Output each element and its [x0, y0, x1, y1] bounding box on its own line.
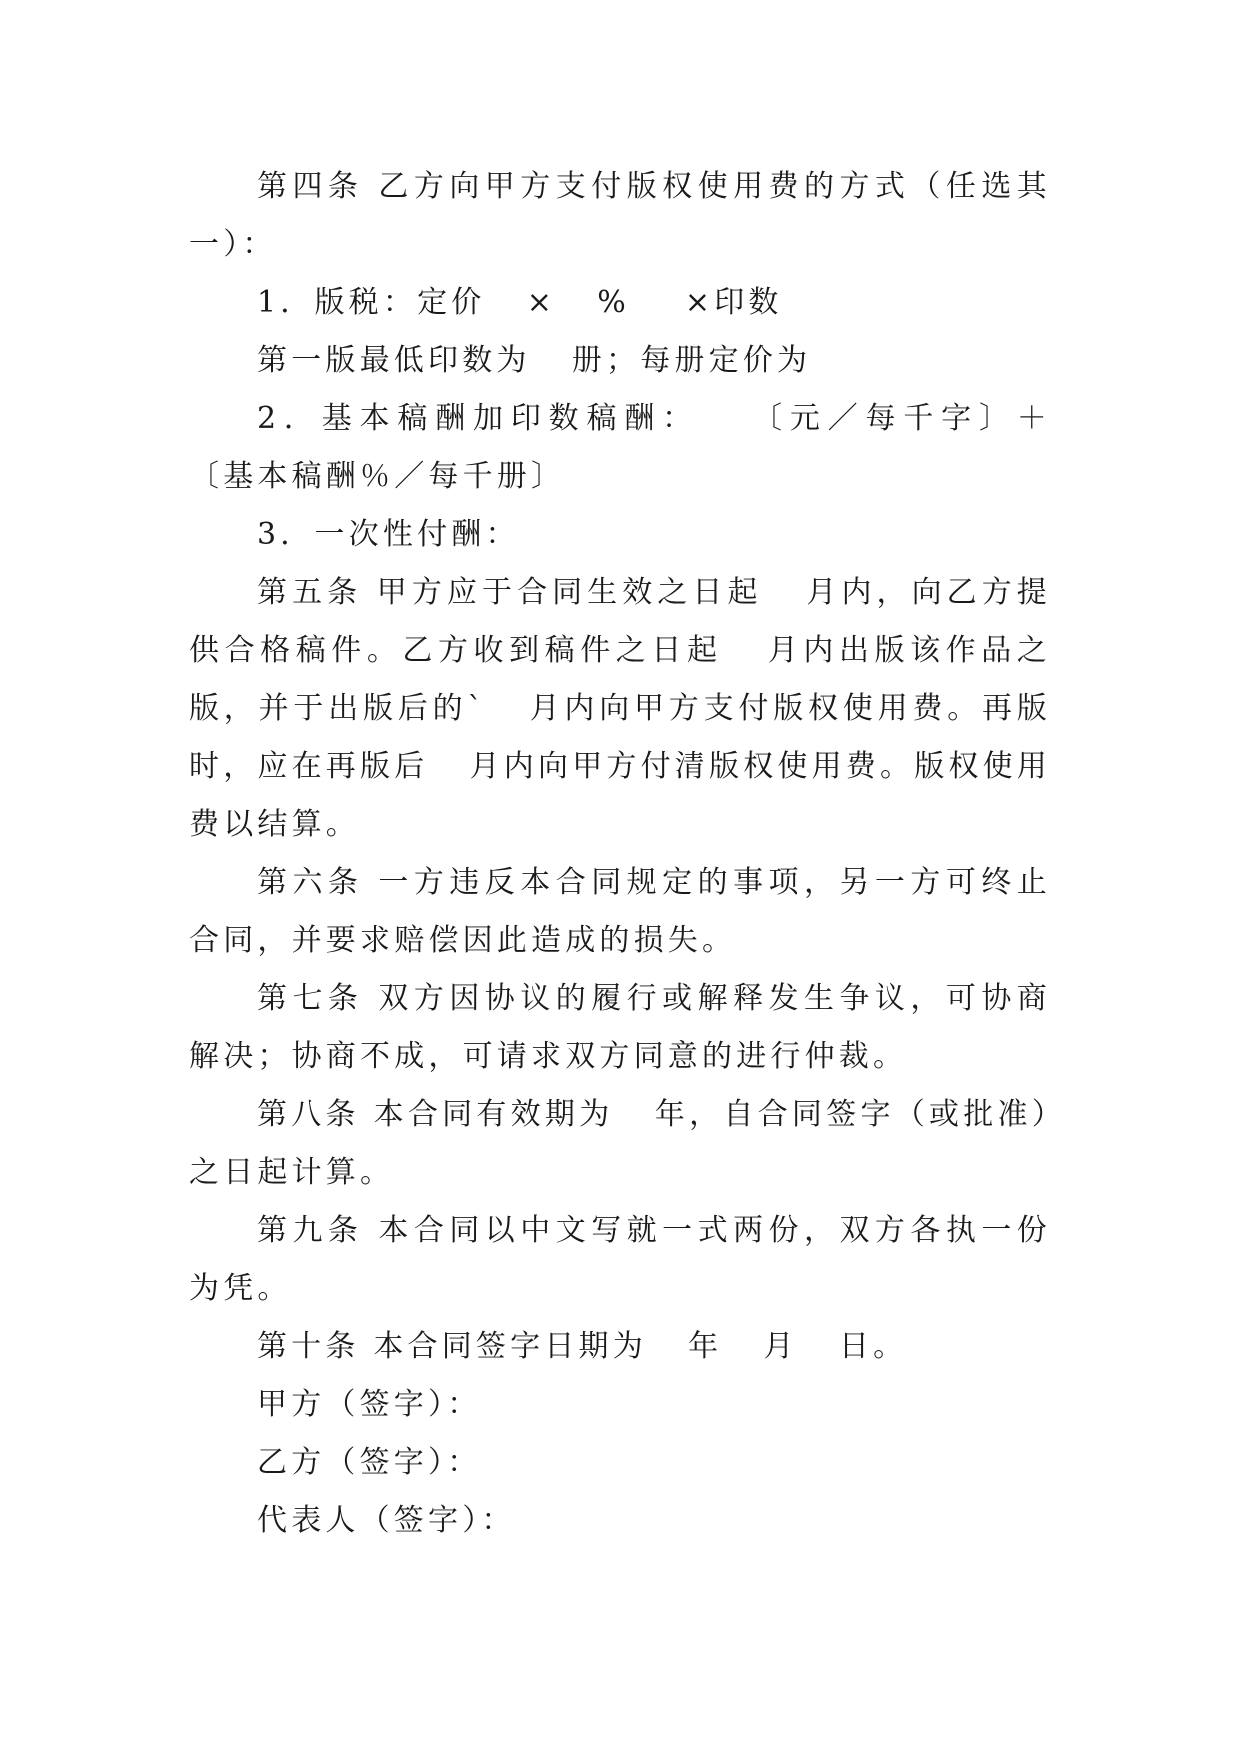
article-8-term: 第八条 本合同有效期为 年，自合同签字（或批准）之日起计算。 [189, 1097, 1051, 1190]
article-10-signing-date: 第十条 本合同签字日期为 年 月 日。 [257, 1329, 908, 1364]
representative-signature: 代表人（签字）： [257, 1503, 516, 1538]
article-9-copies: 第九条 本合同以中文写就一式两份，双方各执一份为凭。 [189, 1213, 1051, 1306]
option-1-royalty: 1．版税：定价 × % ×印数 [257, 285, 783, 320]
article-7-disputes: 第七条 双方因协议的履行或解释发生争议，可协商解决；协商不成，可请求双方同意的进行仲裁。 [189, 981, 1051, 1074]
article-4-payment-method: 第四条 乙方向甲方支付版权使用费的方式（任选其一）： [189, 169, 1051, 262]
document-body [189, 158, 1093, 1550]
first-edition-print-run: 第一版最低印数为 册；每册定价为 [257, 343, 812, 378]
party-a-signature: 甲方（签字）： [257, 1387, 482, 1422]
article-6-breach: 第六条 一方违反本合同规定的事项，另一方可终止合同，并要求赔偿因此造成的损失。 [189, 865, 1051, 958]
option-2-basic-fee-plus-print-fee: 2．基本稿酬加印数稿酬： 〔元／每千字〕＋ 〔基本稿酬％／每千册〕 [189, 401, 1093, 494]
party-b-signature: 乙方（签字）： [257, 1445, 482, 1480]
option-3-lump-sum: 3．一次性付酬： [257, 517, 520, 552]
article-5-delivery-and-payment: 第五条 甲方应于合同生效之日起 月内，向乙方提供合格稿件。乙方收到稿件之日起 月内出版该作品之版，并于出版后的` 月内向甲方支付版权使用费。再版时，应在再版后 月内向甲方付清版权使用费。版权使用费以结算。 [189, 575, 1052, 842]
